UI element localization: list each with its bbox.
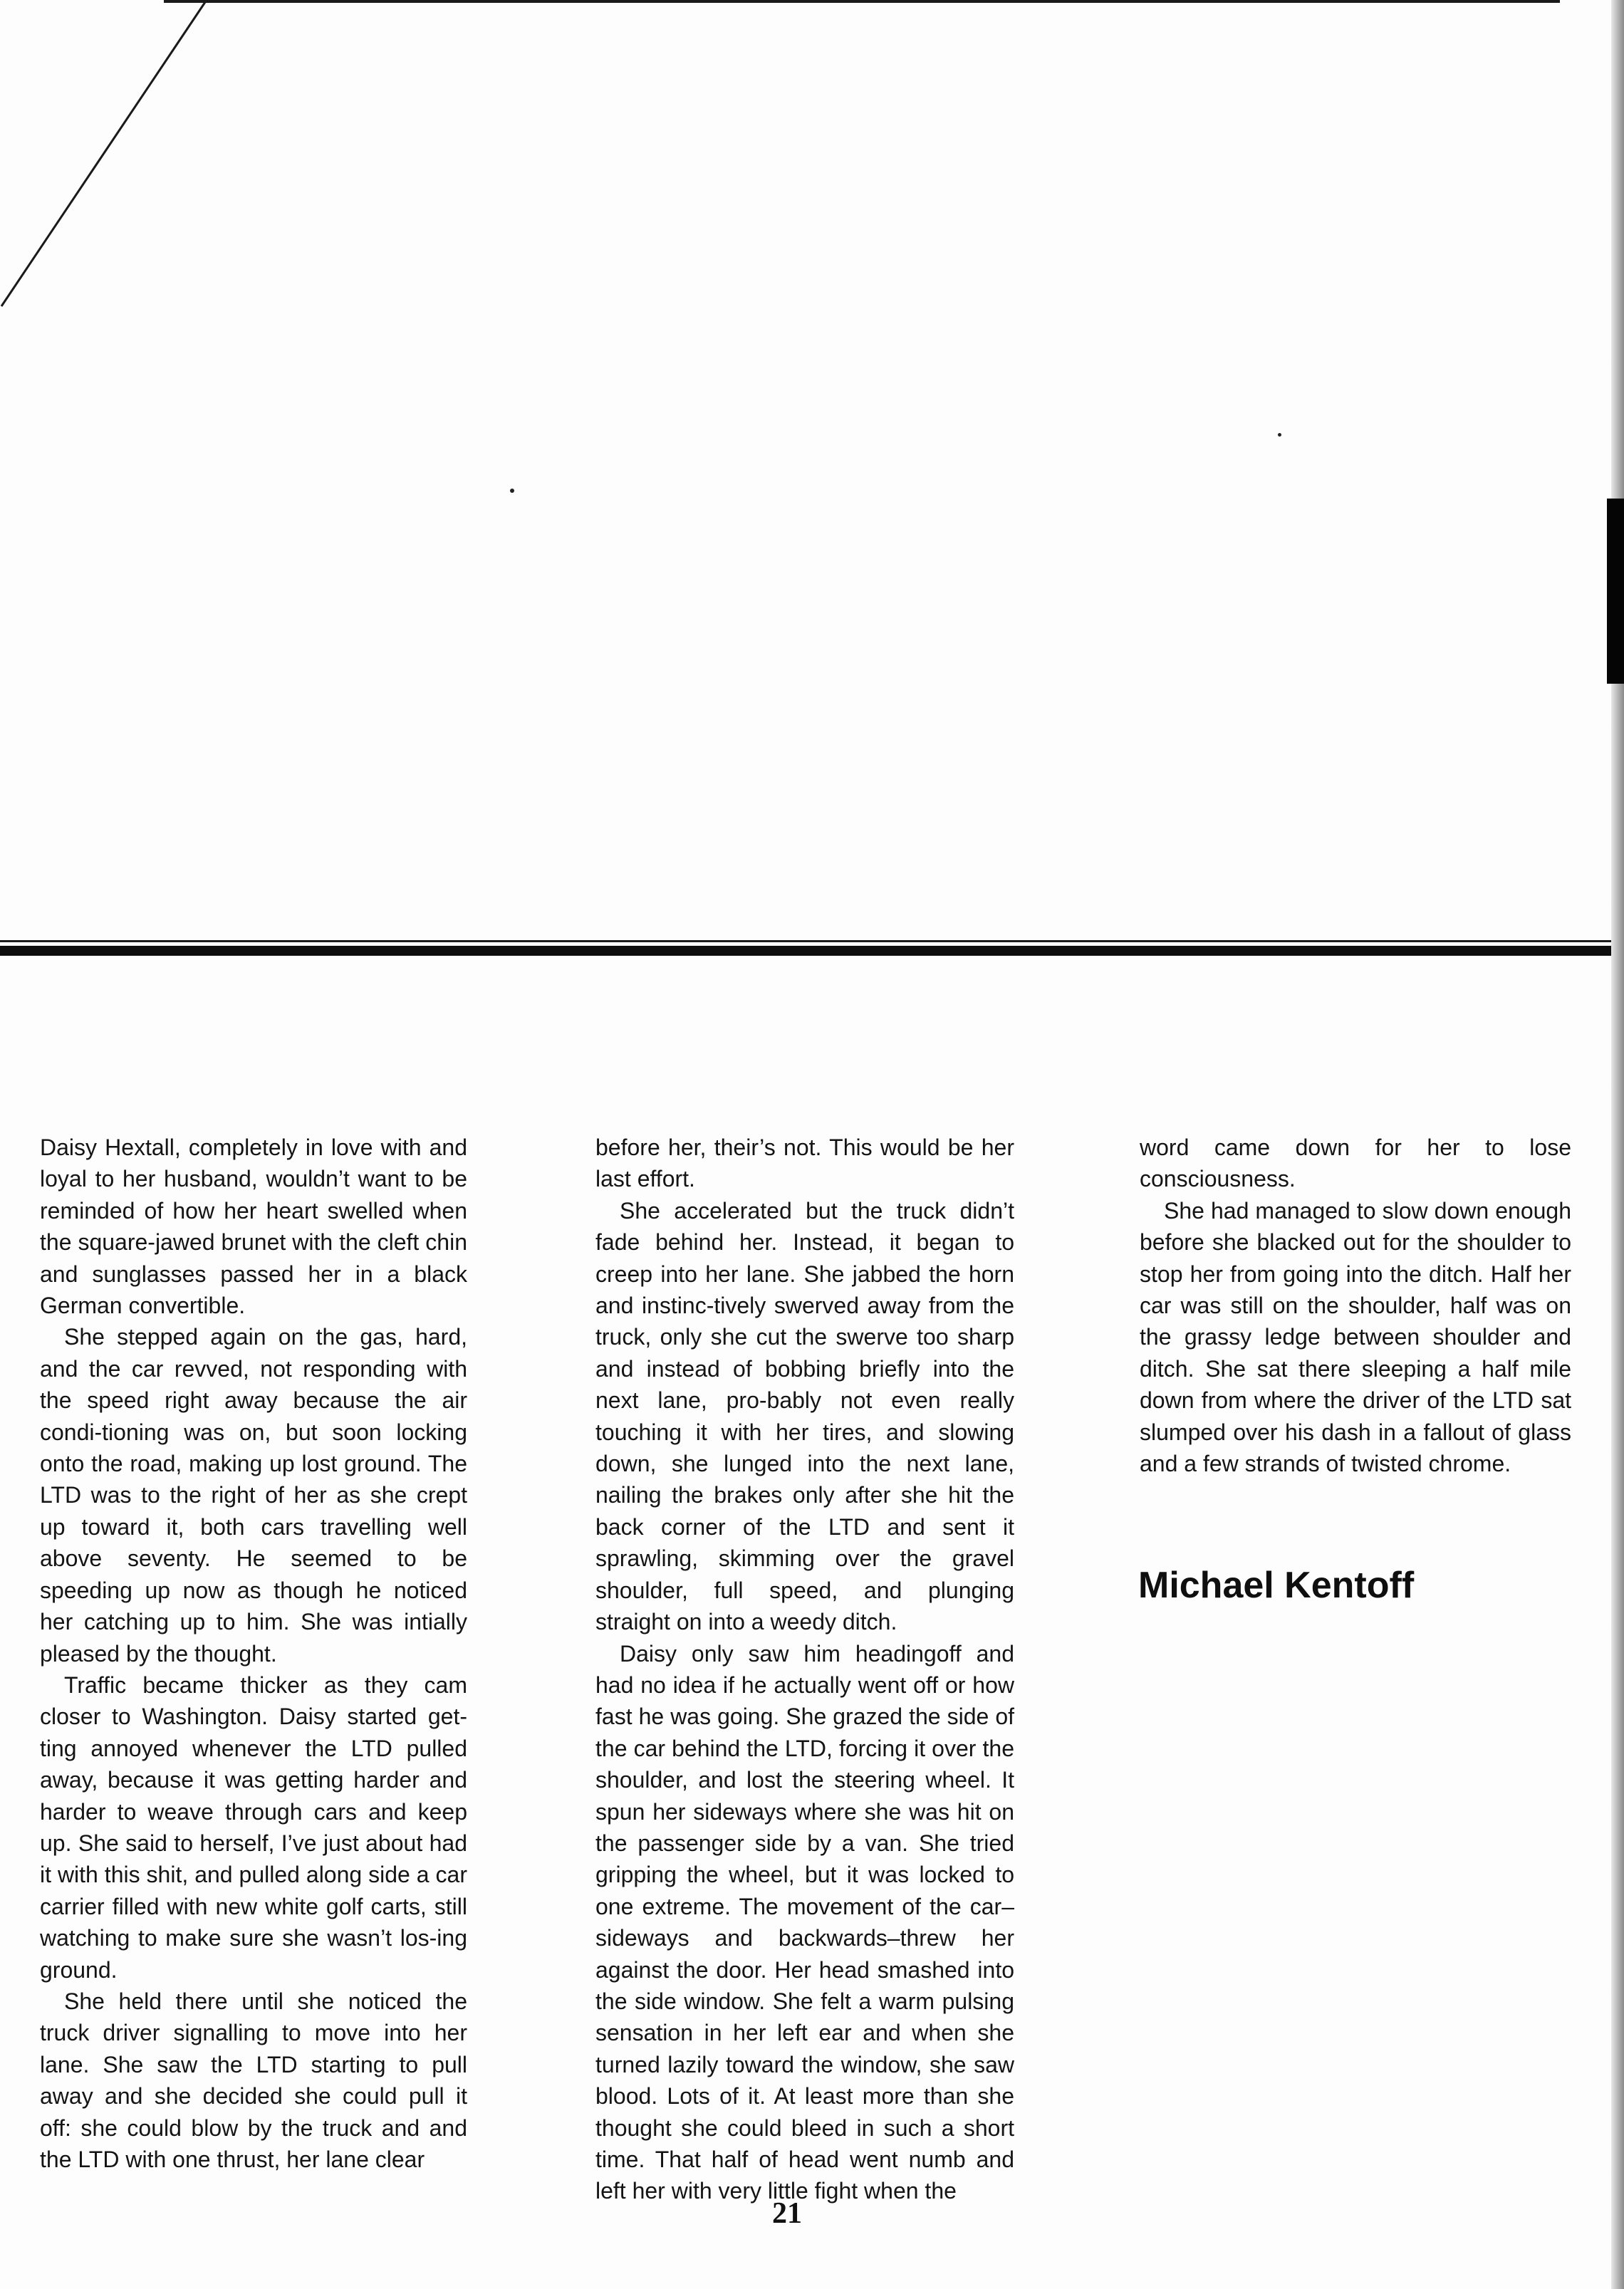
diagonal-graphic-line — [0, 0, 285, 328]
story-paragraph: She stepped again on the gas, hard, and the car revved, not responding with the speed right away because the air condi-tioning was on, but soon locking onto the road, making up lost ground. The LTD was to the right of her as she crept up toward it, both cars travelling well above seventy. He seemed to be speeding up now as though he noticed her catching up to him. She was intially pleased by the thought. — [40, 1324, 467, 1667]
story-paragraph: She held there until she noticed the truck driver signalling to move into her lane. She saw the LTD starting to pull away and she decided she could pull it off: she could blow by the truck and and the LTD with one thrust, her lane clear — [40, 1988, 467, 2172]
top-border-line — [164, 0, 1560, 3]
text-column-3 — [1140, 1132, 1571, 1479]
section-divider-thick — [0, 946, 1611, 956]
story-paragraph: word came down for her to lose consciousness. — [1140, 1135, 1571, 1192]
story-paragraph: Traffic became thicker as they cam closer to Washington. Daisy started get-ting annoyed whenever the LTD pulled away, because it was getting harder and harder to weave through cars and keep up. She said to herself, I’ve just about had it with this shit, and pulled along side a car carrier filled with new white golf carts, still watching to make sure she wasn’t los-ing ground. — [40, 1672, 467, 1983]
story-paragraph: She had managed to slow down enough before she blacked out for the shoulder to stop her from going into the ditch. Half her car was still on the shoulder, half was on the grassy ledge between shoulder and ditch. She sat there sleeping a half mile down from where the driver of the LTD sat slumped over his dash in a fallout of glass and a few strands of twisted chrome. — [1140, 1197, 1571, 1477]
text-column-2 — [595, 1132, 1014, 2207]
story-paragraph: Daisy only saw him headingoff and had no idea if he actually went off or how fast he was going. She grazed the side of the car behind the LTD, forcing it over the shoulder, and lost the steering wheel. It spun her sideways where she was hit on the passenger side by a van. She tried gripping the wheel, but it was locked to one extreme. The movement of the car–sideways and backwards–threw her against the door. Her head smashed into the side window. She felt a warm pulsing sensation in her left ear and when she turned lazily toward the window, she saw blood. Lots of it. At least more than she thought she could bleed in such a short time. That half of head went numb and left her with very little fight when the — [595, 1640, 1014, 2204]
author-byline: Michael Kentoff — [1138, 1565, 1415, 1606]
diagonal-stroke — [1, 0, 207, 306]
story-paragraph: before her, their’s not. This would be her last effort. — [595, 1135, 1014, 1192]
story-paragraph: Daisy Hextall, completely in love with and loyal to her husband, wouldn’t want to be reminded of how her heart swelled when the square-jawed brunet with the cleft chin and sunglasses passed her in a black German convertible. — [40, 1135, 467, 1319]
story-paragraph: She accelerated but the truck didn’t fade behind her. Instead, it began to creep into her lane. She jabbed the horn and instinc-tively swerved away from the truck, only she cut the swerve too sharp and instead of bobbing briefly into the next lane, pro-bably not even really touching it with her tires, and slowing down, she lunged into the next lane, nailing the brakes only after she hit the back corner of the LTD and sent it sprawling, skimming over the gravel shoulder, full speed, and plunging straight on into a weedy ditch. — [595, 1197, 1014, 1635]
page-number: 21 — [772, 2197, 802, 2230]
text-column-1 — [40, 1132, 467, 2175]
section-divider-thin — [0, 940, 1611, 942]
page-edge-shadow — [1611, 0, 1624, 2289]
print-speck — [1278, 433, 1281, 437]
print-speck — [510, 489, 514, 493]
page-edge-dark-mark — [1607, 499, 1624, 684]
